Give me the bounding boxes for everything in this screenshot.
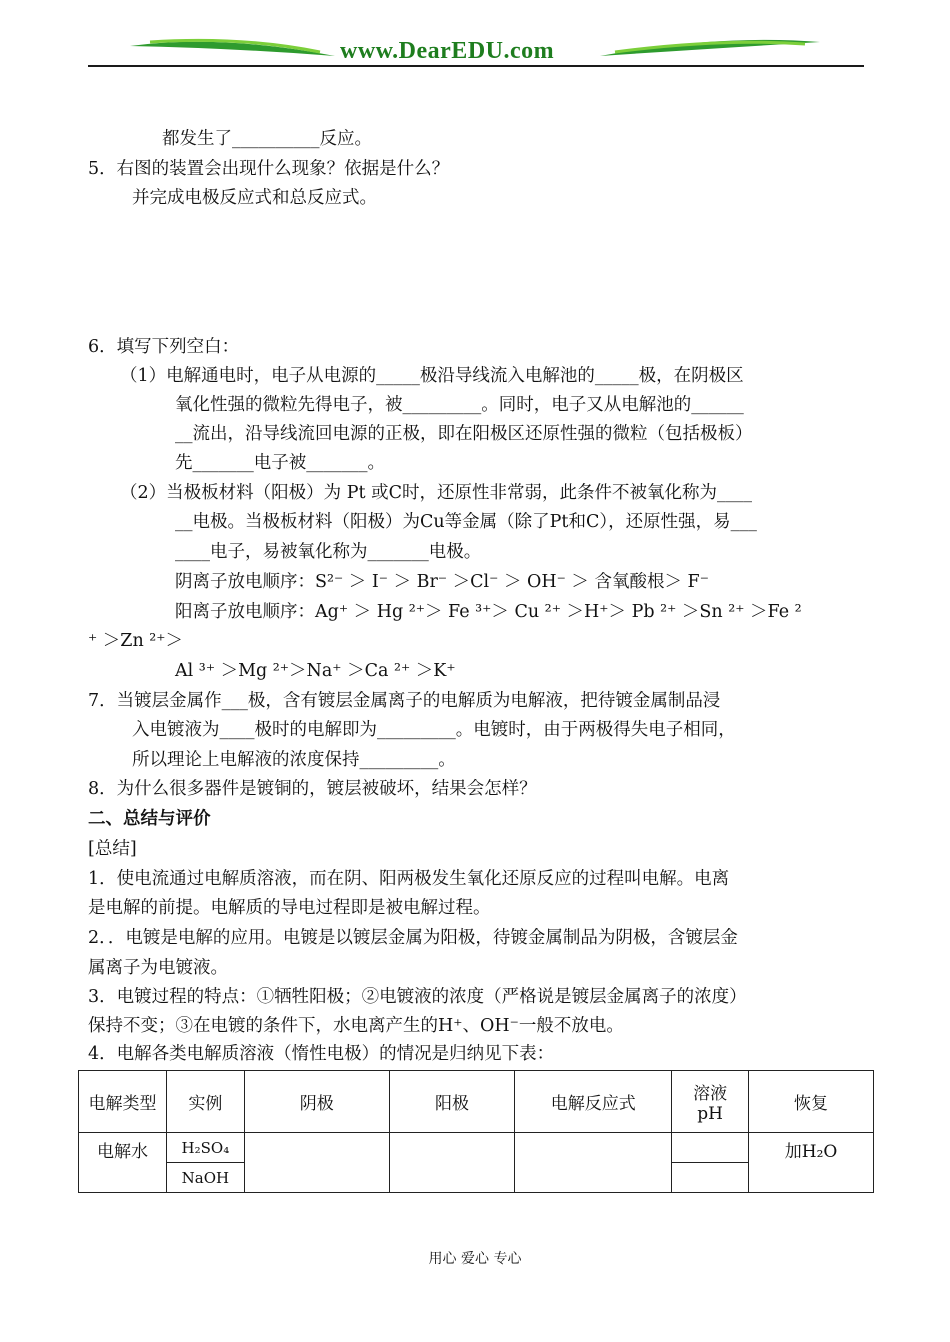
question-5: 5．右图的装置会出现什么现象？依据是什么？ [88,159,450,179]
text-line: ⁺ ＞Zn ²⁺＞ [88,631,184,651]
header-cell: 阳极 [389,1071,515,1133]
cation-discharge-order: 阳离子放电顺序：Ag⁺ ＞ Hg ²⁺＞ Fe ³⁺＞ Cu ²⁺ ＞H⁺＞ Pb ²⁺ ＞Sn ²⁺ ＞Fe ² [175,602,802,622]
summary-item-2: 2．．电镀是电解的应用。电镀是以镀层金属为阳极，待镀金属制品为阴极，含镀层金 [88,928,738,948]
text-line: 入电镀液为____极时的电解即为_________。电镀时，由于两极得失电子相同， [132,720,736,740]
table-cell: 加H₂O [749,1133,874,1193]
text-line: 并完成电极反应式和总反应式。 [132,188,377,208]
question-7: 7．当镀层金属作___极，含有镀层金属离子的电解质为电解液，把待镀金属制品浸 [88,691,721,711]
question-6: 6．填写下列空白： [88,337,240,357]
header-rule [88,65,864,67]
text-line: ____电子，易被氧化称为_______电极。 [175,542,482,562]
table-cell: NaOH [166,1163,244,1193]
header-cell: 恢复 [749,1071,874,1133]
site-logo[interactable]: www.DearEDU.com [340,38,555,64]
header-cell: 溶液pH [672,1071,749,1133]
text-line: 所以理论上电解液的浓度保持_________。 [132,750,456,770]
text-line: 是电解的前提。电解质的导电过程即是被电解过程。 [88,898,491,918]
text-line: （1）电解通电时，电子从电源的_____极沿导线流入电解池的_____极，在阴极区 [120,366,744,386]
text-line: __流出，沿导线流回电源的正极，即在阳极区还原性强的微粒（包括极板） [175,424,753,444]
summary-item-3: 3．电镀过程的特点：①牺牲阳极；②电镀液的浓度（严格说是镀层金属离子的浓度） [88,987,747,1007]
summary-item-4: 4．电解各类电解质溶液（惰性电极）的情况是归纳见下表： [88,1044,555,1064]
table-cell: H₂SO₄ [166,1133,244,1163]
header-cell: 电解反应式 [515,1071,672,1133]
text-line: 属离子为电镀液。 [88,958,228,978]
table-header-row [79,1071,874,1133]
text-line: 氧化性强的微粒先得电子，被_________。同时，电子又从电解池的______ [175,395,744,415]
text-line: （2）当极板材料（阳极）为 Pt 或C时，还原性非常弱，此条件不被氧化称为____ [120,483,752,503]
table-cell [672,1163,749,1193]
section-heading: 二、总结与评价 [88,809,211,829]
text-line: 先_______电子被_______。 [175,453,385,473]
header-cell: 电解类型 [79,1071,167,1133]
anion-discharge-order: 阴离子放电顺序：S²⁻ ＞ I⁻ ＞ Br⁻ ＞Cl⁻ ＞ OH⁻ ＞ 含氧酸根＞ F⁻ [175,572,709,592]
text-line: Al ³⁺ ＞Mg ²⁺＞Na⁺ ＞Ca ²⁺ ＞K⁺ [175,661,456,681]
header-cell: 实例 [166,1071,244,1133]
page-header [0,0,950,80]
table-row [79,1133,874,1163]
text-line: __电极。当极板材料（阳极）为Cu等金属（除了Pt和C），还原性强，易___ [175,512,757,532]
table-cell [672,1133,749,1163]
summary-label: [总结] [88,839,137,859]
table-cell [244,1133,389,1193]
electrolysis-table [78,1070,874,1193]
table-cell [389,1133,515,1193]
header-cell: 阴极 [244,1071,389,1133]
table-cell: 电解水 [79,1133,167,1193]
text-line: 都发生了__________反应。 [162,129,372,149]
text-line: 保持不变；③在电镀的条件下，水电离产生的H⁺、OH⁻一般不放电。 [88,1016,624,1036]
page-footer: 用心 爱心 专心 [428,1251,522,1267]
question-8: 8．为什么很多器件是镀铜的，镀层被破坏，结果会怎样？ [88,779,537,799]
table-cell [515,1133,672,1193]
summary-item-1: 1．使电流通过电解质溶液，而在阴、阳两极发生氧化还原反应的过程叫电解。电离 [88,869,730,889]
